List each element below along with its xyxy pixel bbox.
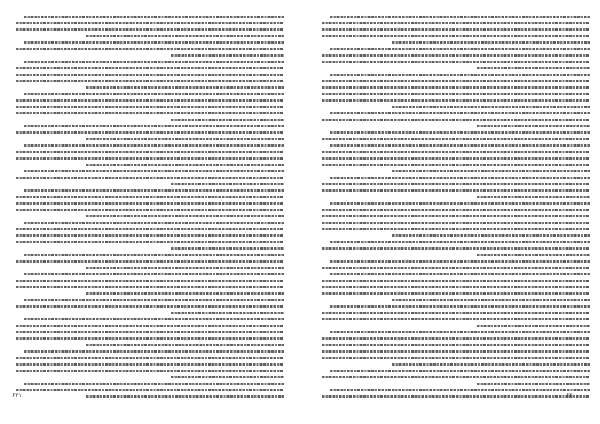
text-line: [16, 33, 284, 38]
text-line-ink: [24, 350, 284, 352]
text-line-ink: [24, 61, 284, 63]
text-line: [16, 317, 284, 322]
text-line: [16, 188, 284, 193]
text-line-ink: [330, 144, 590, 146]
text-line-ink: [322, 247, 590, 249]
text-line: [16, 181, 284, 186]
text-line-ink: [16, 280, 284, 282]
text-line-ink: [322, 350, 590, 352]
text-line: [322, 188, 590, 193]
text-line-ink: [16, 22, 284, 24]
text-line-ink: [16, 151, 284, 153]
text-line: [16, 175, 284, 180]
text-line: [322, 278, 590, 283]
text-line-ink: [86, 35, 284, 37]
text-line: [16, 342, 284, 347]
text-line: [322, 323, 590, 328]
text-line: [16, 304, 284, 309]
text-line-ink: [322, 280, 590, 282]
text-line-ink: [330, 74, 590, 76]
text-line: [322, 310, 590, 315]
text-line-ink: [322, 286, 590, 288]
text-line-ink: [16, 305, 284, 307]
text-line-ink: [171, 376, 284, 378]
text-line-ink: [16, 363, 284, 365]
text-line: [322, 265, 590, 270]
text-line: [322, 246, 590, 251]
text-line: [322, 59, 590, 64]
text-line-ink: [322, 222, 590, 224]
text-line: [322, 342, 590, 347]
text-line: [322, 72, 590, 77]
text-line: [322, 27, 590, 32]
text-line-ink: [392, 234, 590, 236]
text-line: [16, 310, 284, 315]
text-line-ink: [322, 189, 590, 191]
text-line: [322, 387, 590, 392]
text-line: [16, 252, 284, 257]
text-line-ink: [16, 325, 284, 327]
text-line: [322, 117, 590, 122]
text-line: [16, 111, 284, 116]
text-line: [322, 252, 590, 257]
text-line: [322, 233, 590, 238]
text-line-ink: [16, 99, 284, 101]
text-line: [322, 317, 590, 322]
right-page-number: ۶۲۰: [566, 392, 576, 399]
text-line: [322, 201, 590, 206]
text-line-ink: [392, 363, 590, 365]
text-line: [16, 78, 284, 83]
text-line-ink: [16, 202, 284, 204]
text-line: [16, 375, 284, 380]
text-line: [16, 66, 284, 71]
text-line: [16, 53, 284, 58]
text-line-ink: [16, 234, 284, 236]
text-line: [16, 323, 284, 328]
text-line: [16, 259, 284, 264]
text-line-ink: [24, 299, 284, 301]
text-line: [322, 284, 590, 289]
text-line: [16, 143, 284, 148]
text-line-ink: [24, 41, 284, 43]
text-line: [322, 368, 590, 373]
text-line: [16, 98, 284, 103]
text-line-ink: [24, 170, 284, 172]
text-line-ink: [330, 112, 590, 114]
text-line-ink: [16, 228, 284, 230]
text-line-ink: [330, 202, 590, 204]
text-line-ink: [322, 267, 590, 269]
text-line-ink: [171, 247, 284, 249]
text-line-ink: [24, 383, 284, 385]
text-line: [322, 207, 590, 212]
text-line-ink: [322, 138, 590, 140]
text-line: [322, 220, 590, 225]
text-line: [322, 162, 590, 167]
text-line: [322, 194, 590, 199]
text-line: [16, 329, 284, 334]
text-line: [322, 336, 590, 341]
text-line: [322, 272, 590, 277]
text-line: [322, 394, 590, 399]
right-page-text-lines: [322, 14, 590, 400]
text-line-ink: [24, 93, 284, 95]
text-line: [16, 207, 284, 212]
text-line-ink: [322, 119, 590, 121]
text-line-ink: [322, 61, 590, 63]
text-line-ink: [322, 376, 590, 378]
text-line-ink: [24, 318, 284, 320]
text-line-ink: [392, 299, 590, 301]
text-line-ink: [322, 318, 590, 320]
text-line: [16, 362, 284, 367]
text-line: [16, 220, 284, 225]
text-line: [16, 387, 284, 392]
text-line: [322, 226, 590, 231]
text-line: [16, 14, 284, 19]
text-line: [322, 98, 590, 103]
text-line-ink: [330, 370, 590, 372]
text-line-ink: [86, 267, 284, 269]
text-line-ink: [330, 16, 590, 18]
text-line: [16, 59, 284, 64]
text-line-ink: [171, 312, 284, 314]
text-line-ink: [171, 119, 284, 121]
text-line: [16, 336, 284, 341]
text-line-ink: [24, 189, 284, 191]
text-line-ink: [477, 325, 590, 327]
text-line: [16, 162, 284, 167]
text-line: [16, 239, 284, 244]
text-line-ink: [86, 344, 284, 346]
text-line: [16, 272, 284, 277]
text-line: [16, 194, 284, 199]
text-line: [322, 156, 590, 161]
text-line-ink: [16, 370, 284, 372]
text-line: [16, 291, 284, 296]
text-line-ink: [477, 125, 590, 127]
text-line: [322, 239, 590, 244]
text-line-ink: [24, 16, 284, 18]
text-line: [16, 368, 284, 373]
text-line: [322, 53, 590, 58]
text-line-ink: [322, 292, 590, 294]
text-line-ink: [330, 305, 590, 307]
text-line-ink: [322, 151, 590, 153]
text-line: [16, 284, 284, 289]
text-line: [322, 362, 590, 367]
text-line-ink: [330, 260, 590, 262]
text-line: [16, 130, 284, 135]
text-line: [322, 91, 590, 96]
text-line-ink: [322, 312, 590, 314]
text-line: [322, 181, 590, 186]
text-line-ink: [16, 357, 284, 359]
text-line-ink: [16, 74, 284, 76]
text-line: [322, 381, 590, 386]
text-line-ink: [86, 138, 284, 140]
text-line: [16, 214, 284, 219]
text-line: [322, 175, 590, 180]
text-line-ink: [16, 80, 284, 82]
text-line: [322, 291, 590, 296]
text-line-ink: [322, 22, 590, 24]
text-line-ink: [392, 41, 590, 43]
text-line: [322, 78, 590, 83]
text-line: [322, 329, 590, 334]
text-line-ink: [86, 395, 284, 397]
text-line: [322, 14, 590, 19]
text-line-ink: [16, 157, 284, 159]
text-line: [16, 85, 284, 90]
text-line-ink: [24, 144, 284, 146]
text-line: [16, 201, 284, 206]
text-line-ink: [24, 254, 284, 256]
text-line-ink: [322, 80, 590, 82]
text-line: [322, 375, 590, 380]
text-line-ink: [86, 215, 284, 217]
left-page-text-lines: [16, 14, 284, 400]
text-line: [16, 381, 284, 386]
text-line-ink: [330, 177, 590, 179]
text-line: [322, 297, 590, 302]
text-line-ink: [322, 93, 590, 95]
text-line: [16, 265, 284, 270]
text-line: [16, 46, 284, 51]
text-line-ink: [477, 196, 590, 198]
text-line: [322, 40, 590, 45]
text-line-ink: [322, 209, 590, 211]
text-line-ink: [322, 228, 590, 230]
text-line-ink: [16, 67, 284, 69]
right-page: [322, 14, 590, 402]
text-line: [322, 111, 590, 116]
text-line-ink: [16, 196, 284, 198]
text-line: [16, 156, 284, 161]
text-line-ink: [16, 389, 284, 391]
text-line-ink: [322, 344, 590, 346]
text-line-ink: [171, 54, 284, 56]
text-line-ink: [392, 170, 590, 172]
text-line-ink: [322, 337, 590, 339]
text-line: [16, 297, 284, 302]
text-line: [322, 33, 590, 38]
text-line-ink: [330, 241, 590, 243]
text-line-ink: [330, 389, 590, 391]
text-line: [16, 394, 284, 399]
text-line-ink: [330, 131, 590, 133]
text-line-ink: [16, 241, 284, 243]
text-line-ink: [330, 273, 590, 275]
text-line-ink: [16, 48, 284, 50]
text-line-ink: [16, 286, 284, 288]
text-line: [322, 136, 590, 141]
text-line: [322, 349, 590, 354]
text-line: [322, 149, 590, 154]
text-line: [16, 355, 284, 360]
text-line-ink: [24, 273, 284, 275]
text-line: [16, 278, 284, 283]
text-line-ink: [322, 164, 590, 166]
text-line-ink: [322, 28, 590, 30]
text-line: [16, 149, 284, 154]
text-line: [322, 169, 590, 174]
text-line-ink: [322, 99, 590, 101]
text-line-ink: [322, 35, 590, 37]
text-line-ink: [322, 54, 590, 56]
text-line-ink: [322, 157, 590, 159]
text-line: [16, 136, 284, 141]
left-page: [16, 14, 284, 402]
text-line-ink: [16, 112, 284, 114]
text-line-ink: [16, 331, 284, 333]
text-line: [322, 143, 590, 148]
text-line: [16, 233, 284, 238]
text-line: [16, 91, 284, 96]
text-line-ink: [86, 86, 284, 88]
text-line-ink: [477, 67, 590, 69]
text-line: [322, 20, 590, 25]
text-line-ink: [322, 395, 590, 397]
text-line: [16, 20, 284, 25]
text-line: [16, 72, 284, 77]
text-line-ink: [16, 106, 284, 108]
text-line-ink: [86, 292, 284, 294]
text-line-ink: [16, 131, 284, 133]
text-line-ink: [477, 383, 590, 385]
text-line-ink: [16, 337, 284, 339]
text-line-ink: [86, 164, 284, 166]
text-line-ink: [16, 209, 284, 211]
text-line: [16, 349, 284, 354]
text-line: [16, 104, 284, 109]
text-line: [322, 104, 590, 109]
text-line-ink: [477, 254, 590, 256]
text-line: [16, 27, 284, 32]
text-line-ink: [16, 28, 284, 30]
text-line-ink: [322, 215, 590, 217]
text-line: [322, 85, 590, 90]
text-line: [16, 117, 284, 122]
text-line: [322, 304, 590, 309]
text-line-ink: [24, 222, 284, 224]
text-line-ink: [392, 106, 590, 108]
left-page-number: ۶۲۱: [12, 392, 22, 399]
text-line: [322, 130, 590, 135]
text-line-ink: [16, 177, 284, 179]
text-line: [322, 46, 590, 51]
text-line-ink: [330, 48, 590, 50]
text-line: [16, 246, 284, 251]
text-line: [16, 123, 284, 128]
text-line: [16, 169, 284, 174]
text-line: [322, 259, 590, 264]
text-line: [16, 40, 284, 45]
text-line: [322, 123, 590, 128]
text-line-ink: [330, 331, 590, 333]
text-line: [322, 66, 590, 71]
text-line-ink: [24, 125, 284, 127]
text-line-ink: [16, 260, 284, 262]
text-line: [322, 355, 590, 360]
text-line-ink: [322, 357, 590, 359]
text-line: [322, 214, 590, 219]
text-line: [16, 226, 284, 231]
text-line-ink: [322, 183, 590, 185]
text-line-ink: [171, 183, 284, 185]
text-line-ink: [322, 86, 590, 88]
